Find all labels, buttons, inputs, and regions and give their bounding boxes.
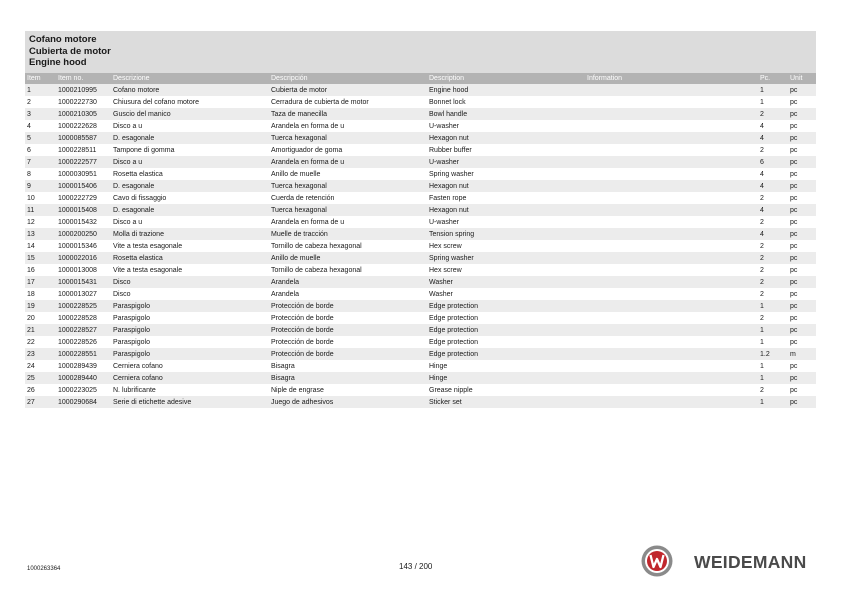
cell-descripcion: Protección de borde <box>269 348 427 360</box>
cell-descripcion: Arandela <box>269 276 427 288</box>
cell-item: 9 <box>25 180 56 192</box>
cell-item: 5 <box>25 132 56 144</box>
table-row <box>25 348 816 360</box>
title-spanish: Cubierta de motor <box>29 45 111 57</box>
cell-item-no: 1000200250 <box>56 228 111 240</box>
cell-pc: 1 <box>758 84 788 96</box>
cell-unit: pc <box>788 324 816 336</box>
cell-item-no: 1000013027 <box>58 290 97 298</box>
cell-descrizione: Cofano motore <box>111 84 269 96</box>
cell-unit: pc <box>788 372 816 384</box>
cell-information <box>585 180 758 192</box>
document-number: 1000263364 <box>27 566 61 572</box>
cell-description: U-washer <box>429 122 459 130</box>
cell-information <box>585 240 758 252</box>
cell-pc: 4 <box>758 228 788 240</box>
cell-pc: 2 <box>760 242 764 250</box>
cell-description: Hex screw <box>429 242 462 250</box>
cell-description: Edge protection <box>429 338 479 346</box>
cell-item-no: 1000228551 <box>56 348 111 360</box>
cell-pc: 1 <box>760 362 764 370</box>
cell-item-no: 1000030951 <box>58 170 97 178</box>
cell-pc: 4 <box>758 180 788 192</box>
cell-information <box>585 264 758 276</box>
brand-name: WEIDEMANN <box>694 552 807 572</box>
cell-descripcion: Anillo de muelle <box>269 252 427 264</box>
cell-item: 25 <box>25 372 56 384</box>
cell-item-no: 1000222628 <box>58 122 97 130</box>
cell-item: 8 <box>27 170 31 178</box>
cell-description: Edge protection <box>427 324 585 336</box>
cell-descrizione: Disco a u <box>113 122 143 130</box>
cell-pc: 1 <box>760 98 764 106</box>
cell-pc: 2 <box>758 108 788 120</box>
cell-information <box>585 288 758 300</box>
table-row <box>25 312 816 324</box>
cell-description: U-washer <box>427 156 585 168</box>
cell-descripcion: Niple de engrase <box>271 386 324 394</box>
cell-unit: pc <box>790 290 798 298</box>
cell-descrizione: Disco a u <box>113 218 143 226</box>
cell-descripcion: Tuerca hexagonal <box>269 204 427 216</box>
header-pc: Pc. <box>758 73 788 84</box>
page-number: 143 / 200 <box>399 562 433 571</box>
cell-item-no: 1000228525 <box>56 300 111 312</box>
cell-information <box>585 300 758 312</box>
cell-pc: 4 <box>758 204 788 216</box>
cell-description: Spring washer <box>429 170 474 178</box>
cell-item: 11 <box>25 204 56 216</box>
table-row <box>25 204 816 216</box>
cell-description: Tension spring <box>427 228 585 240</box>
cell-information <box>585 396 758 408</box>
table-row <box>25 252 816 264</box>
cell-pc: 4 <box>758 132 788 144</box>
table-row <box>25 168 816 180</box>
cell-pc: 2 <box>760 194 764 202</box>
cell-unit: pc <box>790 314 798 322</box>
cell-descrizione: Disco a u <box>111 156 269 168</box>
cell-item: 21 <box>25 324 56 336</box>
cell-description: Edge protection <box>429 314 479 322</box>
cell-descripcion: Juego de adhesivos <box>269 396 427 408</box>
cell-descrizione: Cerniera cofano <box>111 372 269 384</box>
table-row <box>25 288 816 300</box>
cell-descrizione: Serie di etichette adesive <box>111 396 269 408</box>
cell-description: Hex screw <box>429 266 462 274</box>
cell-descrizione: Paraspigolo <box>111 324 269 336</box>
cell-item-no: 1000222730 <box>58 98 97 106</box>
cell-description: Edge protection <box>427 348 585 360</box>
cell-description: Washer <box>429 290 453 298</box>
table-row <box>25 132 816 144</box>
cell-descripcion: Protección de borde <box>271 314 334 322</box>
cell-pc: 2 <box>760 314 764 322</box>
cell-information <box>585 252 758 264</box>
cell-descrizione: N. lubrificante <box>113 386 156 394</box>
cell-unit: pc <box>788 132 816 144</box>
cell-unit: pc <box>788 108 816 120</box>
cell-descripcion: Protección de borde <box>269 300 427 312</box>
cell-pc: 2 <box>760 290 764 298</box>
cell-descripcion: Protección de borde <box>269 324 427 336</box>
cell-description: U-washer <box>429 218 459 226</box>
table-row <box>25 120 816 132</box>
cell-item-no: 1000085587 <box>56 132 111 144</box>
cell-item: 22 <box>27 338 35 346</box>
cell-information <box>585 312 758 324</box>
cell-descrizione: D. esagonale <box>111 180 269 192</box>
cell-item: 27 <box>25 396 56 408</box>
table-row <box>25 396 816 408</box>
cell-description: Sticker set <box>427 396 585 408</box>
cell-item-no: 1000222577 <box>56 156 111 168</box>
cell-pc: 4 <box>760 170 764 178</box>
cell-information <box>585 96 758 108</box>
table-row <box>25 84 816 96</box>
cell-information <box>585 348 758 360</box>
table-row <box>25 108 816 120</box>
cell-description: Grease nipple <box>429 386 473 394</box>
cell-item: 24 <box>27 362 35 370</box>
cell-description: Engine hood <box>427 84 585 96</box>
cell-descrizione: Paraspigolo <box>113 338 150 346</box>
cell-unit: pc <box>790 386 798 394</box>
header-descripcion: Descripción <box>269 73 427 84</box>
cell-information <box>585 120 758 132</box>
title-english: Engine hood <box>29 57 87 68</box>
cell-descrizione: Paraspigolo <box>111 300 269 312</box>
cell-item-no: 1000210305 <box>56 108 111 120</box>
cell-item-no: 1000015346 <box>58 242 97 250</box>
cell-item: 12 <box>27 218 35 226</box>
cell-descrizione: Paraspigolo <box>111 348 269 360</box>
header-unit: Unit <box>788 73 816 84</box>
cell-descrizione: Vite a testa esagonale <box>113 266 183 274</box>
cell-information <box>585 276 758 288</box>
title-block <box>25 31 816 73</box>
cell-information <box>585 168 758 180</box>
cell-descrizione: Guscio del manico <box>111 108 269 120</box>
cell-description: Spring washer <box>427 252 585 264</box>
parts-table <box>25 73 816 408</box>
cell-item: 7 <box>25 156 56 168</box>
cell-unit: pc <box>790 266 798 274</box>
table-row <box>25 228 816 240</box>
cell-unit: pc <box>788 156 816 168</box>
cell-information <box>585 204 758 216</box>
cell-information <box>585 144 758 156</box>
cell-information <box>585 336 758 348</box>
table-row <box>25 180 816 192</box>
cell-unit: pc <box>790 242 798 250</box>
cell-descrizione: Disco <box>111 276 269 288</box>
header-description: Description <box>427 73 585 84</box>
table-row <box>25 96 816 108</box>
cell-descrizione: Cavo di fissaggio <box>113 194 167 202</box>
cell-descripcion: Arandela en forma de u <box>271 218 345 226</box>
cell-description: Edge protection <box>427 300 585 312</box>
cell-item-no: 1000289439 <box>58 362 97 370</box>
cell-description: Bonnet lock <box>429 98 466 106</box>
cell-descripcion: Protección de borde <box>271 338 334 346</box>
cell-information <box>585 228 758 240</box>
table-row <box>25 324 816 336</box>
table-row <box>25 240 816 252</box>
table-row <box>25 300 816 312</box>
cell-unit: pc <box>788 252 816 264</box>
cell-item-no: 1000223025 <box>58 386 97 394</box>
table-row <box>25 156 816 168</box>
cell-descripcion: Arandela en forma de u <box>269 156 427 168</box>
cell-descripcion: Bisagra <box>271 362 295 370</box>
cell-information <box>585 84 758 96</box>
cell-description: Hexagon nut <box>427 204 585 216</box>
cell-item-no: 1000289440 <box>56 372 111 384</box>
table-row <box>25 144 816 156</box>
cell-descrizione: D. esagonale <box>111 132 269 144</box>
cell-item-no: 1000228511 <box>58 146 97 154</box>
cell-item-no: 1000228527 <box>56 324 111 336</box>
cell-item: 15 <box>25 252 56 264</box>
cell-item: 10 <box>27 194 35 202</box>
cell-unit: pc <box>790 98 798 106</box>
cell-descripcion: Cerradura de cubierta de motor <box>271 98 369 106</box>
cell-descrizione: Rosetta elastica <box>111 252 269 264</box>
cell-information <box>585 156 758 168</box>
cell-item: 18 <box>27 290 35 298</box>
cell-information <box>585 192 758 204</box>
cell-descripcion: Arandela en forma de u <box>271 122 345 130</box>
cell-unit: pc <box>790 122 798 130</box>
cell-description: Hinge <box>429 362 448 370</box>
table-row <box>25 336 816 348</box>
title-italian: Cofano motore <box>29 34 97 45</box>
table-row <box>25 264 816 276</box>
cell-unit: pc <box>790 338 798 346</box>
cell-unit: pc <box>788 300 816 312</box>
cell-pc: 1 <box>758 324 788 336</box>
cell-item-no: 1000022016 <box>56 252 111 264</box>
cell-pc: 1 <box>758 372 788 384</box>
cell-unit: pc <box>790 146 798 154</box>
cell-item-no: 1000222729 <box>58 194 97 202</box>
cell-unit: pc <box>790 362 798 370</box>
cell-item-no: 1000228528 <box>58 314 97 322</box>
cell-unit: pc <box>790 170 798 178</box>
cell-item-no: 1000210995 <box>56 84 111 96</box>
cell-unit: pc <box>788 228 816 240</box>
cell-descrizione: Cerniera cofano <box>113 362 163 370</box>
cell-unit: pc <box>790 218 798 226</box>
cell-descrizione: Molla di trazione <box>111 228 269 240</box>
cell-descrizione: Vite a testa esagonale <box>113 242 183 250</box>
cell-descripcion: Anillo de muelle <box>271 170 321 178</box>
cell-descrizione: Paraspigolo <box>113 314 150 322</box>
cell-unit: m <box>788 348 816 360</box>
cell-pc: 1 <box>760 338 764 346</box>
table-row <box>25 276 816 288</box>
cell-item: 4 <box>27 122 31 130</box>
cell-information <box>585 216 758 228</box>
cell-descripcion: Muelle de tracción <box>269 228 427 240</box>
cell-description: Rubber buffer <box>429 146 472 154</box>
cell-description: Hexagon nut <box>427 132 585 144</box>
cell-pc: 2 <box>760 218 764 226</box>
table-row <box>25 372 816 384</box>
table-header <box>25 73 816 84</box>
cell-item: 16 <box>27 266 35 274</box>
cell-descrizione: Tampone di gomma <box>113 146 175 154</box>
cell-item-no: 1000228526 <box>58 338 97 346</box>
cell-unit: pc <box>788 204 816 216</box>
cell-item: 23 <box>25 348 56 360</box>
cell-information <box>585 384 758 396</box>
cell-item: 1 <box>25 84 56 96</box>
cell-unit: pc <box>788 396 816 408</box>
header-information: Information <box>585 73 758 84</box>
header-descrizione: Descrizione <box>111 73 269 84</box>
cell-description: Bowl handle <box>427 108 585 120</box>
cell-pc: 2 <box>760 146 764 154</box>
cell-item: 17 <box>25 276 56 288</box>
cell-unit: pc <box>788 84 816 96</box>
cell-descripcion: Cuerda de retención <box>271 194 335 202</box>
cell-item-no: 1000290684 <box>56 396 111 408</box>
cell-descrizione: D. esagonale <box>111 204 269 216</box>
cell-unit: pc <box>790 194 798 202</box>
cell-pc: 2 <box>760 266 764 274</box>
cell-information <box>585 372 758 384</box>
cell-description: Hinge <box>427 372 585 384</box>
cell-item-no: 1000015406 <box>56 180 111 192</box>
cell-pc: 2 <box>758 276 788 288</box>
cell-descripcion: Tuerca hexagonal <box>269 132 427 144</box>
cell-information <box>585 360 758 372</box>
cell-unit: pc <box>788 180 816 192</box>
cell-pc: 6 <box>758 156 788 168</box>
cell-unit: pc <box>788 276 816 288</box>
cell-descripcion: Bisagra <box>269 372 427 384</box>
cell-description: Hexagon nut <box>427 180 585 192</box>
table-row <box>25 384 816 396</box>
table-row <box>25 192 816 204</box>
cell-description: Fasten rope <box>429 194 467 202</box>
cell-item: 26 <box>27 386 35 394</box>
cell-descripcion: Tuerca hexagonal <box>269 180 427 192</box>
cell-descripcion: Tornillo de cabeza hexagonal <box>271 266 362 274</box>
cell-information <box>585 132 758 144</box>
cell-descripcion: Tornillo de cabeza hexagonal <box>271 242 362 250</box>
table-row <box>25 360 816 372</box>
cell-pc: 2 <box>760 386 764 394</box>
cell-item: 13 <box>25 228 56 240</box>
cell-descrizione: Disco <box>113 290 131 298</box>
header-item: Item <box>25 73 56 84</box>
cell-information <box>585 108 758 120</box>
cell-item-no: 1000015431 <box>56 276 111 288</box>
cell-descripcion: Taza de manecilla <box>269 108 427 120</box>
cell-pc: 1 <box>758 396 788 408</box>
cell-descripcion: Cubierta de motor <box>269 84 427 96</box>
cell-item: 6 <box>27 146 31 154</box>
cell-pc: 1 <box>758 300 788 312</box>
cell-descrizione: Chiusura del cofano motore <box>113 98 199 106</box>
cell-item: 14 <box>27 242 35 250</box>
cell-description: Washer <box>427 276 585 288</box>
cell-descrizione: Rosetta elastica <box>113 170 163 178</box>
header-item-no: Item no. <box>56 73 111 84</box>
cell-item: 3 <box>25 108 56 120</box>
table-row <box>25 216 816 228</box>
cell-item-no: 1000013008 <box>58 266 97 274</box>
cell-pc: 1.2 <box>758 348 788 360</box>
cell-pc: 2 <box>758 252 788 264</box>
cell-item: 20 <box>27 314 35 322</box>
cell-item-no: 1000015432 <box>58 218 97 226</box>
cell-item: 2 <box>27 98 31 106</box>
cell-item: 19 <box>25 300 56 312</box>
cell-item-no: 1000015408 <box>56 204 111 216</box>
cell-descripcion: Arandela <box>271 290 300 298</box>
cell-descripcion: Amortiguador de goma <box>271 146 343 154</box>
cell-information <box>585 324 758 336</box>
cell-pc: 4 <box>760 122 764 130</box>
